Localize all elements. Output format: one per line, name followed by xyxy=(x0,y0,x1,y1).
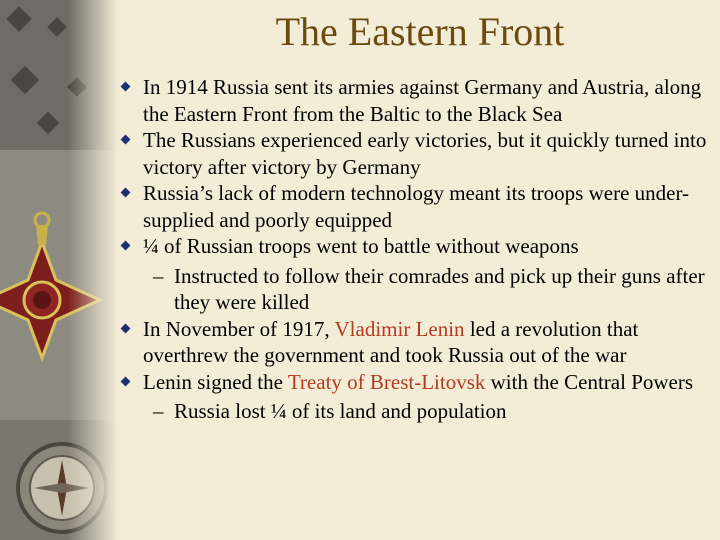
sub-bullet-text: Instructed to follow their comrades and pick up their guns after they were killed xyxy=(174,263,705,314)
bullet-text: Russia’s lack of modern technology meant its troops were under-supplied and poorly equipped xyxy=(143,181,690,232)
bullet-item xyxy=(118,369,716,396)
bullet-text: In 1914 Russia sent its armies against Germany and Austria, along the Eastern Front from the Baltic to the Black Sea xyxy=(143,75,702,126)
highlight-vladimir-lenin: Vladimir Lenin xyxy=(334,316,465,341)
sidebar-collage xyxy=(0,0,118,540)
bullet-text: The Russians experienced early victories, but it quickly turned into victory after victory by Germany xyxy=(143,128,707,179)
dash-bullet: – xyxy=(153,263,164,288)
bullet-text-pre: In November of 1917, xyxy=(143,316,335,341)
bullet-item xyxy=(118,316,716,369)
diamond-bullet-icon xyxy=(121,188,131,198)
highlight-treaty: Treaty of Brest-Litovsk xyxy=(287,369,486,394)
bullet-text-post: with the Central Powers xyxy=(485,369,694,394)
bullet-text-post: led a revolution that overthrew the government and took Russia out of the war xyxy=(143,316,639,367)
compass-image xyxy=(0,0,118,540)
sub-bullet-item xyxy=(118,398,716,425)
bullet-item xyxy=(118,74,716,127)
diamond-bullet-icon xyxy=(121,135,131,145)
bullet-item xyxy=(118,233,716,260)
slide-title: The Eastern Front xyxy=(275,9,565,54)
bullet-list xyxy=(118,74,716,425)
bullet-text-pre: Lenin signed the xyxy=(143,369,288,394)
sub-bullet-item xyxy=(118,263,716,316)
dash-bullet: – xyxy=(153,399,164,423)
bullet-item xyxy=(118,127,716,180)
diamond-bullet-icon xyxy=(121,241,131,251)
diamond-bullet-icon xyxy=(121,82,131,92)
bullet-text: ¼ of Russian troops went to battle without weapons xyxy=(143,234,579,258)
diamond-bullet-icon xyxy=(121,376,131,386)
bullet-item xyxy=(118,180,716,233)
sub-bullet-text: Russia lost ¼ of its land and population xyxy=(174,399,507,423)
diamond-bullet-icon xyxy=(121,323,131,333)
